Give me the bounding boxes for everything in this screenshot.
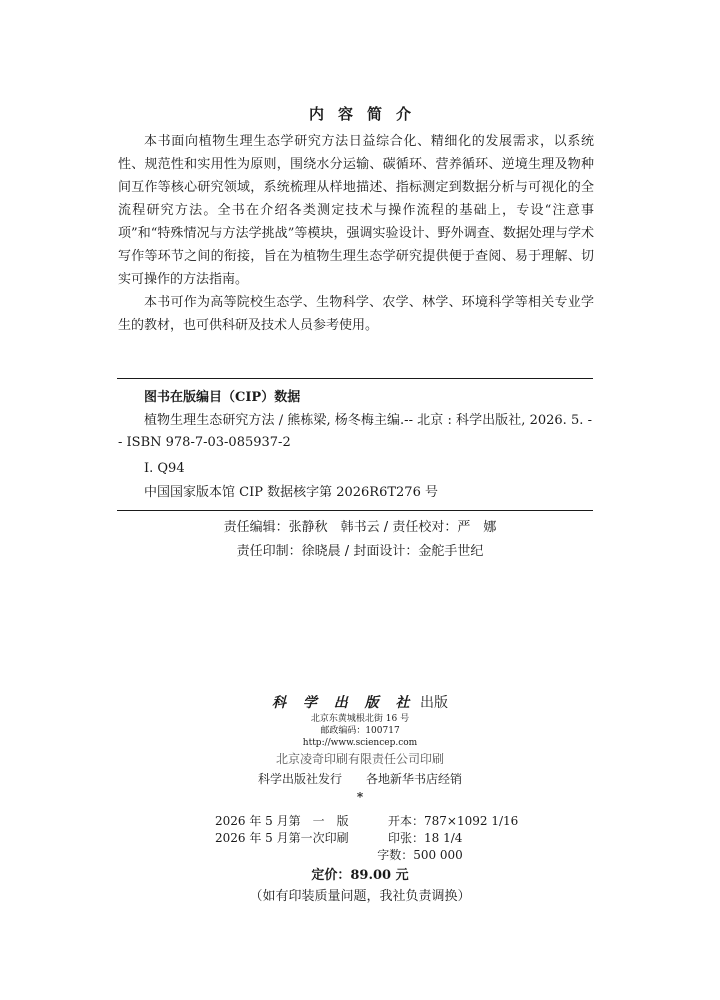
printing: 2026 年 5 月第一次印刷 bbox=[215, 831, 349, 845]
publisher-name bbox=[0, 692, 720, 712]
cip-classification: Ⅰ. Q94 bbox=[144, 461, 185, 476]
separator-star: * bbox=[356, 790, 364, 804]
intro-paragraph: 本书面向植物生理生态学研究方法日益综合化、精细化的发展需求，以系统性、规范性和实用性为原则，围绕水分运输、碳循环、营养循环、逆境生理及物种间互作等核心研究领域，系统梳理从样地描述、指标测定到数据分析与可视化的全流程研究方法。全书在介绍各类测定技术与操作流程的基础上，专设“注意事项”和“特殊情况与方法学挑战”等模块，强调实验设计、野外调查、数据处理与学术写作等环节之间的衔接，旨在为植物生理生态学研究提供便于查阅、易于理解、切实可操作的方法指南。 bbox=[118, 134, 594, 287]
quality-notice: （如有印装质量问题，我社负责调换） bbox=[249, 889, 471, 904]
intro-paragraph: 本书可作为高等院校生态学、生物科学、农学、林学、环境科学等相关专业学生的教材，也可供科研及技术人员参考使用。 bbox=[118, 295, 594, 333]
cip-heading: 图书在版编目（CIP）数据 bbox=[144, 390, 301, 405]
word-count: 字数：500 000 bbox=[377, 848, 463, 862]
distribution: 科学出版社发行 各地新华书店经销 bbox=[257, 772, 462, 786]
publisher-suffix: 出版 bbox=[419, 695, 448, 711]
cip-bottom-rule bbox=[117, 510, 593, 511]
edition: 2026 年 5 月第 一 版 bbox=[215, 814, 349, 828]
publisher-logotype: 科 学 出 版 社 bbox=[272, 695, 416, 711]
cip-entry: 植物生理生态研究方法 / 熊栋梁, 杨冬梅主编.-- 北京 : 科学出版社, 2026. 5. -- ISBN 978-7-03-085937-2 bbox=[118, 413, 592, 450]
printer: 北京凌奇印刷有限责任公司印刷 bbox=[275, 752, 444, 766]
price: 定价：89.00 元 bbox=[311, 868, 409, 883]
format: 开本：787×1092 1/16 bbox=[388, 814, 519, 828]
cip-library-number: 中国国家版本馆 CIP 数据核字第 2026R6T276 号 bbox=[144, 485, 438, 500]
intro-title: 内容简介 bbox=[308, 105, 425, 123]
publisher-postcode: 邮政编码：100717 bbox=[320, 726, 400, 736]
sheets: 印张：18 1/4 bbox=[388, 831, 463, 845]
publisher-website: http://www.sciencep.com bbox=[302, 738, 418, 748]
editors-line: 责任印制：徐晓晨 / 封面设计：金舵手世纪 bbox=[236, 544, 484, 559]
publisher-address: 北京东黄城根北街 16 号 bbox=[310, 714, 410, 724]
intro-body bbox=[118, 130, 594, 337]
editors-line: 责任编辑：张静秋 韩书云 / 责任校对：严 娜 bbox=[223, 520, 497, 535]
cip-top-rule bbox=[117, 378, 593, 379]
